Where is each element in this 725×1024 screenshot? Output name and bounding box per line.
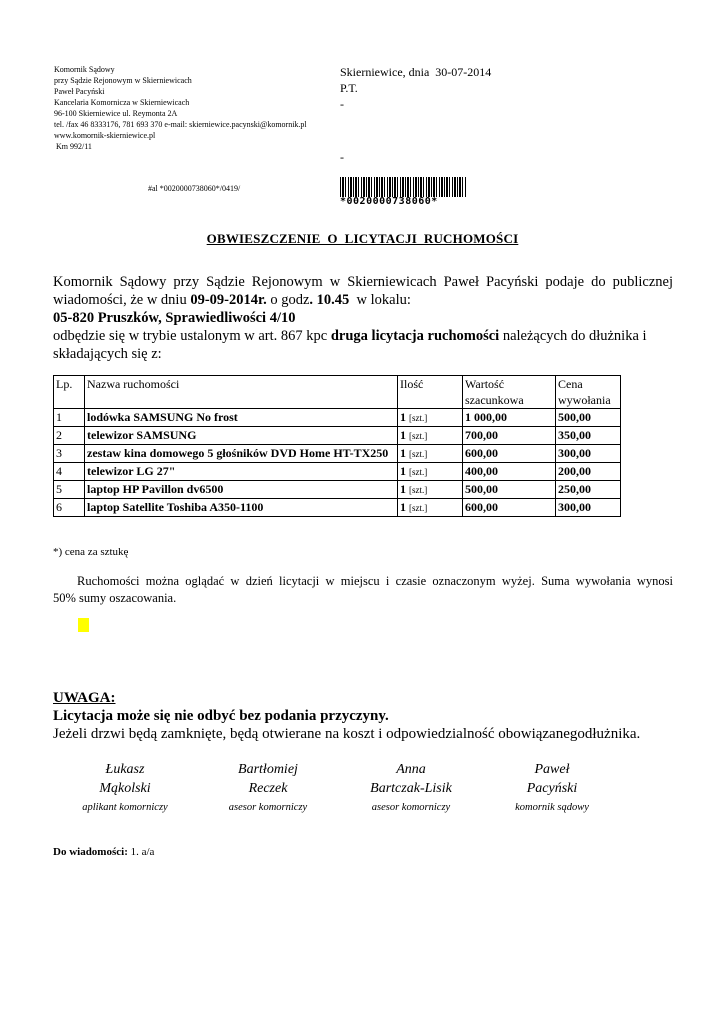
intro-line [53, 327, 673, 345]
dash-line: - [340, 150, 344, 164]
row-price: 200,00 [556, 463, 621, 481]
qty-unit: [szt.] [409, 413, 428, 423]
price-note: *) cena za sztukę [53, 546, 129, 558]
signer-first-name: Bartłomiej [238, 762, 298, 777]
barcode-bars [340, 177, 466, 197]
qty-unit: [szt.] [409, 467, 428, 477]
signer-last-name: Bartczak-Lisik [370, 781, 452, 796]
table-row [54, 409, 621, 427]
row-qty [398, 409, 463, 427]
auction-date: 09-09-2014r. [190, 292, 267, 308]
qty-unit: [szt.] [409, 431, 428, 441]
header-line: Kancelaria Komornicza w Skierniewicach [54, 98, 190, 107]
qty-value: 1 [400, 482, 406, 496]
row-name: lodówka SAMSUNG No frost [85, 409, 398, 427]
row-lp: 1 [54, 409, 85, 427]
row-price: 300,00 [556, 499, 621, 517]
row-lp: 6 [54, 499, 85, 517]
recipient: P.T. [340, 81, 358, 95]
row-name: zestaw kina domowego 5 głośników DVD Home HT-TX250 [85, 445, 398, 463]
row-lp: 5 [54, 481, 85, 499]
row-price: 300,00 [556, 445, 621, 463]
highlight-mark [78, 618, 89, 632]
header-line: www.komornik-skierniewice.pl [54, 131, 156, 140]
warning-heading: UWAGA: [53, 690, 116, 706]
table-row [54, 427, 621, 445]
signer-last-name: Pacyński [526, 781, 578, 796]
qty-value: 1 [400, 500, 406, 514]
qty-value: 1 [400, 446, 406, 460]
intro-line [53, 291, 673, 309]
place-date-block [340, 64, 491, 112]
barcode-text: *0020000738060* [340, 196, 438, 207]
items-table [53, 375, 621, 517]
signer-role: asesor komorniczy [371, 802, 451, 813]
signature-block [65, 760, 185, 816]
intro-text: odbędzie się w trybie ustalonym w art. 867 kpc [53, 328, 331, 344]
intro-text: w lokalu: [349, 292, 411, 308]
signature-block [492, 760, 612, 816]
signer-first-name: Anna [396, 762, 426, 777]
row-qty [398, 427, 463, 445]
dash-line: - [340, 97, 344, 111]
distribution-footer [53, 846, 154, 858]
row-value: 400,00 [463, 463, 556, 481]
row-price: 350,00 [556, 427, 621, 445]
table-row [54, 481, 621, 499]
qty-unit: [szt.] [409, 503, 428, 513]
header-price-line: Cena [558, 377, 583, 391]
intro-text: należących do dłużnika i [499, 328, 647, 344]
row-qty [398, 445, 463, 463]
paragraph-line: Ruchomości można oglądać w dzień licytacji w miejscu i czasie oznaczonym wyżej. Suma wywołania wynosi [77, 574, 673, 588]
intro-line: Komornik Sądowy przy Sądzie Rejonowym w Skierniewicach Paweł Pacyński podaje do publicznej [53, 274, 673, 290]
header-price-line: wywołania [558, 393, 611, 407]
signature-block [351, 760, 471, 816]
row-name: laptop HP Pavillon dv6500 [85, 481, 398, 499]
intro-paragraph [53, 273, 673, 363]
table-row [54, 445, 621, 463]
document-title: OBWIESZCZENIE O LICYTACJI RUCHOMOŚCI [206, 231, 519, 246]
row-value: 1 000,00 [463, 409, 556, 427]
row-value: 700,00 [463, 427, 556, 445]
signer-first-name: Paweł [534, 762, 570, 777]
qty-value: 1 [400, 410, 406, 424]
header-qty: Ilość [398, 376, 463, 409]
signer-role: komornik sądowy [515, 802, 589, 813]
signature-block [208, 760, 328, 816]
intro-text: wiadomości, że w dniu [53, 292, 191, 308]
viewing-paragraph [53, 573, 673, 607]
auction-time: . 10.45 [309, 292, 350, 308]
row-qty [398, 463, 463, 481]
signer-role: aplikant komorniczy [82, 802, 168, 813]
barcode [340, 177, 466, 207]
intro-line: składających się z: [53, 346, 162, 362]
auction-type: druga licytacja ruchomości [330, 328, 500, 344]
signer-role: asesor komorniczy [228, 802, 308, 813]
table-row [54, 463, 621, 481]
signer-first-name: Łukasz [105, 762, 145, 777]
header-value-line: Wartość [465, 377, 505, 391]
row-qty [398, 499, 463, 517]
header-value-line: szacunkowa [465, 393, 524, 407]
row-lp: 3 [54, 445, 85, 463]
row-price: 500,00 [556, 409, 621, 427]
header-line: Komornik Sądowy [54, 65, 115, 74]
paragraph-line: 50% sumy oszacowania. [53, 591, 177, 605]
warning-block [53, 689, 683, 743]
table-header-row [54, 376, 621, 409]
header-value [463, 376, 556, 409]
row-name: laptop Satellite Toshiba A350-1100 [85, 499, 398, 517]
row-value: 500,00 [463, 481, 556, 499]
row-lp: 4 [54, 463, 85, 481]
row-qty [398, 481, 463, 499]
qty-value: 1 [400, 428, 406, 442]
header-name: Nazwa ruchomości [85, 376, 398, 409]
row-value: 600,00 [463, 499, 556, 517]
document-id-code: #al *0020000738060*/0419/ [148, 184, 241, 193]
header-line: tel. /fax 46 8333176, 781 693 370 e-mail: skierniewice.pacynski@komornik.pl [54, 120, 307, 129]
qty-value: 1 [400, 464, 406, 478]
header-price [556, 376, 621, 409]
row-name: telewizor LG 27" [85, 463, 398, 481]
footer-label: Do wiadomości: [53, 846, 128, 858]
signer-last-name: Mąkolski [99, 781, 151, 796]
row-price: 250,00 [556, 481, 621, 499]
row-lp: 2 [54, 427, 85, 445]
case-number: Km 992/11 [54, 142, 92, 151]
table-row [54, 499, 621, 517]
header-lp: Lp. [54, 376, 85, 409]
header-line: 96-100 Skierniewice ul. Reymonta 2A [54, 109, 178, 118]
place-date: Skierniewice, dnia 30-07-2014 [340, 65, 492, 79]
header-line: przy Sądzie Rejonowym w Skierniewicach [54, 76, 192, 85]
footer-value: 1. a/a [127, 846, 155, 858]
intro-text: o godz [266, 292, 310, 308]
qty-unit: [szt.] [409, 485, 428, 495]
warning-line: Jeżeli drzwi będą zamknięte, będą otwierane na koszt i odpowiedzialność obowiązanegodłużnika. [53, 726, 641, 742]
auction-address: 05-820 Pruszków, Sprawiedliwości 4/10 [53, 310, 296, 326]
office-header [54, 64, 307, 152]
signer-last-name: Reczek [248, 781, 288, 796]
row-value: 600,00 [463, 445, 556, 463]
qty-unit: [szt.] [409, 449, 428, 459]
warning-line: Licytacja może się nie odbyć bez podania przyczyny. [53, 708, 389, 724]
row-name: telewizor SAMSUNG [85, 427, 398, 445]
header-line: Paweł Pacyński [54, 87, 105, 96]
